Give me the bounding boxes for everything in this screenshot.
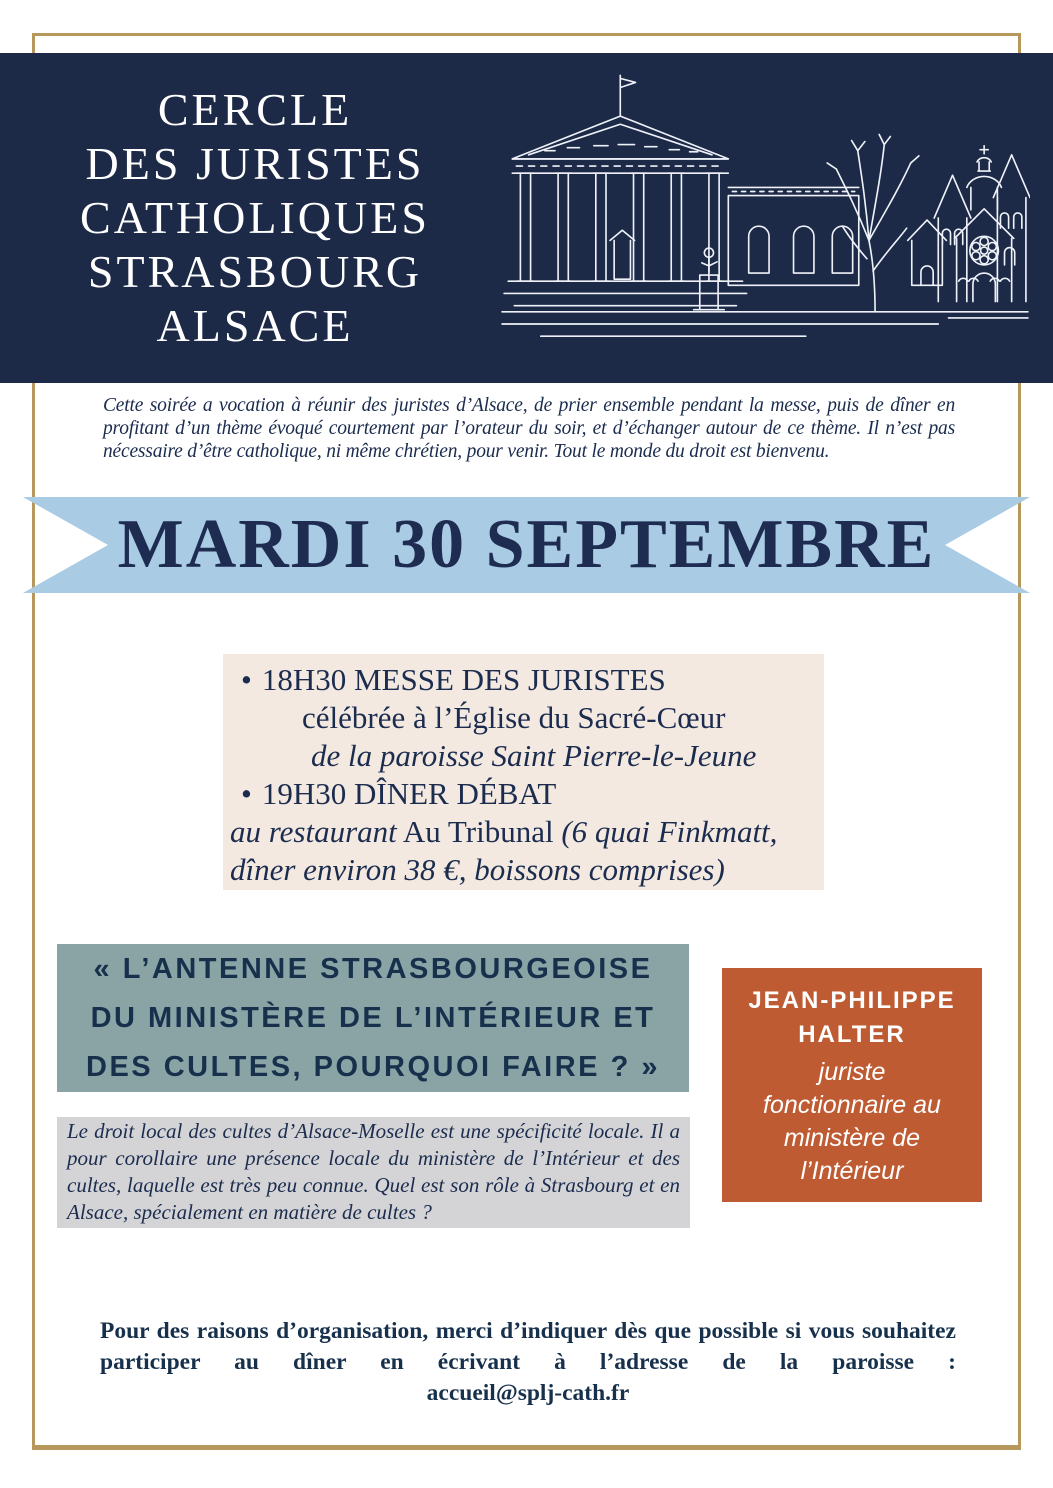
dinner-price: dîner environ 38 €, boissons comprises) [230, 852, 725, 887]
mass-location: célébrée à l’Église du Sacré-Cœur [302, 700, 726, 735]
speaker-first-name: JEAN-PHILIPPE [748, 987, 956, 1014]
date-ribbon [23, 497, 1030, 593]
org-title-line: CATHOLIQUES [80, 192, 430, 243]
org-title-line: DES JURISTES [85, 138, 425, 189]
courthouse-church-illustration [500, 65, 1030, 371]
event-date: MARDI 30 SEPTEMBRE [117, 506, 936, 583]
restaurant-address: (6 quai Finkmatt, [561, 814, 778, 849]
dinner-time-title: 19H30 DÎNER DÉBAT [261, 776, 557, 811]
intro-paragraph: Cette soirée a vocation à réunir des juristes d’Alsace, de prier ensemble pendant la messe, puis de dîner en profitant d’un thème évoqué courtement par l’orateur du soir, et d’échanger autour de ce thème. Il n’est pas nécessaire d’être catholique, ni même chrétien, pour venir. Tout le monde du droit est bienvenu. [103, 395, 955, 462]
line-art-buildings-icon [500, 65, 1030, 371]
header-band [0, 53, 1053, 383]
dinner-location-prefix: au restaurant [230, 814, 397, 849]
speaker-last-name: HALTER [798, 1021, 906, 1048]
rsvp-text: Pour des raisons d’organisation, merci d’indiquer dès que possible si vous souhaitez participer au dîner en écrivant à l’adresse de la paroisse : [100, 1318, 956, 1375]
bullet-icon: • [241, 662, 252, 697]
topic-title-line: DES CULTES, POURQUOI FAIRE ? » [86, 1051, 660, 1083]
mass-time-title: 18H30 MESSE DES JURISTES [261, 662, 666, 697]
topic-title-line: « L’ANTENNE STRASBOURGEOISE [93, 953, 653, 985]
org-title-line: CERCLE [157, 84, 353, 135]
restaurant-name: Au Tribunal [402, 814, 554, 849]
topic-title-line: DU MINISTÈRE DE L’INTÉRIEUR ET [90, 1002, 656, 1034]
org-title-line: ALSACE [156, 300, 354, 351]
contact-email: accueil@splj-cath.fr [426, 1380, 630, 1406]
speaker-role: juriste fonctionnaire au ministère de l’Intérieur [763, 1058, 941, 1185]
organization-title [20, 83, 490, 353]
org-title-line: STRASBOURG [87, 246, 423, 297]
abstract-box: Le droit local des cultes d’Alsace-Moselle est une spécificité locale. Il a pour corollaire une présence locale du ministère de l’Intérieur et des cultes, laquelle est très peu connue. Quel est son rôle à Strasbourg et en Alsace, spécialement en matière de cultes ? [57, 1117, 690, 1228]
mass-parish: de la paroisse Saint Pierre-le-Jeune [311, 738, 757, 773]
bullet-icon: • [241, 776, 252, 811]
